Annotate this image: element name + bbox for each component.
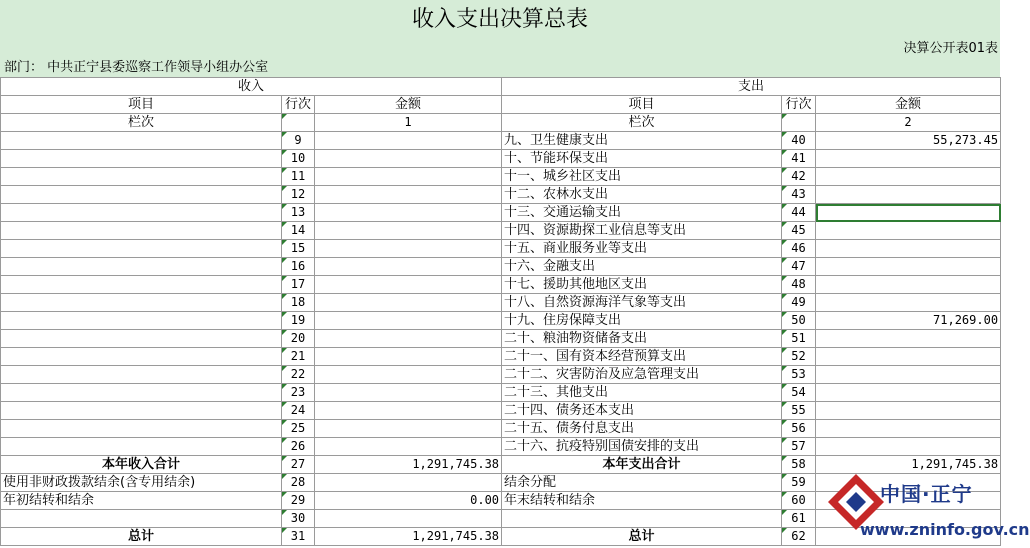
income-item-cell[interactable]	[1, 384, 282, 402]
expense-amount-cell[interactable]	[816, 186, 1001, 204]
expense-item-cell: 二十五、债务付息支出	[502, 420, 782, 438]
income-amount-cell[interactable]	[315, 294, 502, 312]
expense-amount-cell[interactable]	[816, 168, 1001, 186]
department-label: 部门： 中共正宁县委巡察工作领导小组办公室	[4, 60, 269, 75]
expense-amount-cell[interactable]	[816, 276, 1001, 294]
page-title: 收入支出决算总表	[411, 7, 588, 32]
table-row	[1, 384, 1001, 402]
expense-col-index-label: 栏次	[502, 114, 782, 132]
income-rowno-cell: 20	[282, 330, 315, 348]
expense-amount-cell[interactable]	[816, 348, 1001, 366]
income-item-cell[interactable]	[1, 186, 282, 204]
expense-rowno-cell: 45	[782, 222, 816, 240]
expense-item-cell: 十一、城乡社区支出	[502, 168, 782, 186]
header-section-row	[1, 78, 1001, 96]
expense-item-cell: 十八、自然资源海洋气象等支出	[502, 294, 782, 312]
income-rowno-cell: 24	[282, 402, 315, 420]
income-amount-cell[interactable]: 1,291,745.38	[315, 456, 502, 474]
expense-rowno-cell: 46	[782, 240, 816, 258]
expense-col-index-blank[interactable]	[782, 114, 816, 132]
expense-rowno-cell: 48	[782, 276, 816, 294]
expense-rowno-cell: 51	[782, 330, 816, 348]
expense-col-index-2: 2	[816, 114, 1001, 132]
income-amount-cell[interactable]	[315, 168, 502, 186]
table-row	[1, 366, 1001, 384]
table-row	[1, 168, 1001, 186]
table-row	[1, 222, 1001, 240]
expense-rowno-cell: 50	[782, 312, 816, 330]
expense-rowno-cell: 52	[782, 348, 816, 366]
income-item-cell[interactable]	[1, 168, 282, 186]
income-amount-cell[interactable]	[315, 348, 502, 366]
income-item-cell[interactable]	[1, 312, 282, 330]
income-amount-cell[interactable]: 0.00	[315, 492, 502, 510]
income-item-cell[interactable]	[1, 222, 282, 240]
income-amount-cell[interactable]	[315, 222, 502, 240]
expense-item-cell: 十、节能环保支出	[502, 150, 782, 168]
table-row	[1, 204, 1001, 222]
income-section-header: 收入	[1, 78, 502, 96]
expense-item-cell: 十六、金融支出	[502, 258, 782, 276]
table-row	[1, 402, 1001, 420]
table-row	[1, 240, 1001, 258]
expense-amount-cell[interactable]	[816, 366, 1001, 384]
expense-amount-cell[interactable]	[816, 240, 1001, 258]
income-rowno-cell: 12	[282, 186, 315, 204]
expense-rowno-cell: 44	[782, 204, 816, 222]
income-amount-cell[interactable]	[315, 276, 502, 294]
income-item-cell[interactable]	[1, 294, 282, 312]
expense-rowno-cell: 41	[782, 150, 816, 168]
income-amount-cell[interactable]	[315, 384, 502, 402]
income-item-cell[interactable]	[1, 348, 282, 366]
watermark-url: www.zninfo.gov.cn	[860, 520, 1030, 539]
income-amount-cell[interactable]	[315, 474, 502, 492]
expense-item-cell: 二十三、其他支出	[502, 384, 782, 402]
table-row	[1, 186, 1001, 204]
income-item-cell[interactable]	[1, 204, 282, 222]
expense-rowno-cell: 47	[782, 258, 816, 276]
expense-amount-cell[interactable]	[816, 258, 1001, 276]
expense-item-cell: 总计	[502, 528, 782, 546]
expense-item-cell: 二十、粮油物资储备支出	[502, 330, 782, 348]
income-amount-cell[interactable]	[315, 330, 502, 348]
expense-rowno-cell: 53	[782, 366, 816, 384]
expense-item-cell: 十二、农林水支出	[502, 186, 782, 204]
income-amount-cell[interactable]	[315, 402, 502, 420]
income-col-index-1: 1	[315, 114, 502, 132]
expense-amount-cell[interactable]	[816, 420, 1001, 438]
expense-rowno-cell: 55	[782, 402, 816, 420]
income-rowno-cell: 9	[282, 132, 315, 150]
income-amount-cell[interactable]	[315, 420, 502, 438]
income-amount-cell[interactable]: 1,291,745.38	[315, 528, 502, 546]
form-number-band	[0, 40, 1000, 59]
expense-amount-cell[interactable]	[816, 150, 1001, 168]
expense-item-cell: 九、卫生健康支出	[502, 132, 782, 150]
table-row	[1, 132, 1001, 150]
income-item-cell[interactable]	[1, 276, 282, 294]
expense-item-cell: 十九、住房保障支出	[502, 312, 782, 330]
income-item-cell	[1, 510, 282, 528]
expense-amount-cell[interactable]	[816, 330, 1001, 348]
header-column-row	[1, 96, 1001, 114]
expense-rowno-cell: 57	[782, 438, 816, 456]
income-item-cell[interactable]	[1, 366, 282, 384]
table-row	[1, 348, 1001, 366]
income-amount-cell[interactable]	[315, 186, 502, 204]
expense-item-cell: 本年支出合计	[502, 456, 782, 474]
income-rowno-cell: 31	[282, 528, 315, 546]
income-rowno-cell: 16	[282, 258, 315, 276]
expense-amount-cell[interactable]: 1,291,745.38	[816, 456, 1001, 474]
expense-rowno-cell: 56	[782, 420, 816, 438]
expense-section-header: 支出	[502, 78, 1001, 96]
expense-rowno-cell: 59	[782, 474, 816, 492]
income-rowno-cell: 15	[282, 240, 315, 258]
expense-item-cell	[502, 510, 782, 528]
expense-amount-cell[interactable]	[816, 222, 1001, 240]
expense-item-header: 项目	[502, 96, 782, 114]
income-item-cell[interactable]	[1, 330, 282, 348]
income-col-index-label: 栏次	[1, 114, 282, 132]
income-amount-cell[interactable]	[315, 258, 502, 276]
expense-item-cell: 十五、商业服务业等支出	[502, 240, 782, 258]
table-row	[1, 276, 1001, 294]
income-item-cell[interactable]	[1, 258, 282, 276]
expense-amount-cell[interactable]: 55,273.45	[816, 132, 1001, 150]
income-rowno-cell: 23	[282, 384, 315, 402]
expense-rowno-cell: 54	[782, 384, 816, 402]
income-amount-cell[interactable]	[315, 240, 502, 258]
income-rowno-cell: 18	[282, 294, 315, 312]
income-item-cell: 使用非财政拨款结余(含专用结余)	[1, 474, 282, 492]
site-watermark	[822, 468, 1030, 548]
income-rowno-cell: 29	[282, 492, 315, 510]
expense-rowno-cell: 42	[782, 168, 816, 186]
expense-amount-cell[interactable]: 71,269.00	[816, 312, 1001, 330]
expense-item-cell: 年末结转和结余	[502, 492, 782, 510]
income-rowno-cell: 25	[282, 420, 315, 438]
expense-item-cell: 二十二、灾害防治及应急管理支出	[502, 366, 782, 384]
income-item-cell: 本年收入合计	[1, 456, 282, 474]
income-item-cell[interactable]	[1, 402, 282, 420]
income-item-cell[interactable]	[1, 438, 282, 456]
income-rowno-cell: 10	[282, 150, 315, 168]
income-col-index-blank[interactable]	[282, 114, 315, 132]
income-amount-header: 金额	[315, 96, 502, 114]
expense-amount-cell[interactable]	[816, 204, 1001, 222]
expense-rowno-header: 行次	[782, 96, 816, 114]
expense-item-cell: 二十六、抗疫特别国债安排的支出	[502, 438, 782, 456]
income-item-cell[interactable]	[1, 132, 282, 150]
table-row	[1, 438, 1001, 456]
income-item-cell: 总计	[1, 528, 282, 546]
income-rowno-cell: 26	[282, 438, 315, 456]
income-item-header: 项目	[1, 96, 282, 114]
expense-amount-cell[interactable]	[816, 384, 1001, 402]
income-rowno-cell: 17	[282, 276, 315, 294]
expense-item-cell: 十三、交通运输支出	[502, 204, 782, 222]
income-rowno-cell: 28	[282, 474, 315, 492]
income-amount-cell[interactable]	[315, 150, 502, 168]
table-row	[1, 420, 1001, 438]
income-rowno-cell: 14	[282, 222, 315, 240]
income-amount-cell[interactable]	[315, 204, 502, 222]
expense-rowno-cell: 61	[782, 510, 816, 528]
income-item-cell[interactable]	[1, 240, 282, 258]
expense-rowno-cell: 49	[782, 294, 816, 312]
income-rowno-cell: 11	[282, 168, 315, 186]
expense-item-cell: 十七、援助其他地区支出	[502, 276, 782, 294]
income-amount-cell[interactable]	[315, 438, 502, 456]
expense-amount-cell[interactable]	[816, 294, 1001, 312]
income-rowno-header: 行次	[282, 96, 315, 114]
income-rowno-cell: 21	[282, 348, 315, 366]
table-row	[1, 150, 1001, 168]
income-amount-cell[interactable]	[315, 366, 502, 384]
income-item-cell[interactable]	[1, 150, 282, 168]
income-amount-cell[interactable]	[315, 312, 502, 330]
expense-amount-cell[interactable]	[816, 438, 1001, 456]
expense-item-cell: 结余分配	[502, 474, 782, 492]
table-row	[1, 312, 1001, 330]
income-rowno-cell: 30	[282, 510, 315, 528]
table-row	[1, 294, 1001, 312]
table-row	[1, 330, 1001, 348]
income-rowno-cell: 13	[282, 204, 315, 222]
income-amount-cell[interactable]	[315, 132, 502, 150]
expense-rowno-cell: 60	[782, 492, 816, 510]
expense-rowno-cell: 58	[782, 456, 816, 474]
table-row	[1, 258, 1001, 276]
income-item-cell[interactable]	[1, 420, 282, 438]
income-amount-cell[interactable]	[315, 510, 502, 528]
income-rowno-cell: 19	[282, 312, 315, 330]
expense-rowno-cell: 62	[782, 528, 816, 546]
header-index-row	[1, 114, 1001, 132]
expense-item-cell: 二十一、国有资本经营预算支出	[502, 348, 782, 366]
expense-amount-cell[interactable]	[816, 402, 1001, 420]
income-rowno-cell: 27	[282, 456, 315, 474]
income-rowno-cell: 22	[282, 366, 315, 384]
expense-amount-header: 金额	[816, 96, 1001, 114]
expense-item-cell: 二十四、债务还本支出	[502, 402, 782, 420]
form-number: 决算公开表01表	[903, 41, 998, 56]
watermark-title: 中国·正宁	[880, 482, 973, 506]
expense-rowno-cell: 40	[782, 132, 816, 150]
expense-rowno-cell: 43	[782, 186, 816, 204]
income-item-cell: 年初结转和结余	[1, 492, 282, 510]
expense-item-cell: 十四、资源勘探工业信息等支出	[502, 222, 782, 240]
